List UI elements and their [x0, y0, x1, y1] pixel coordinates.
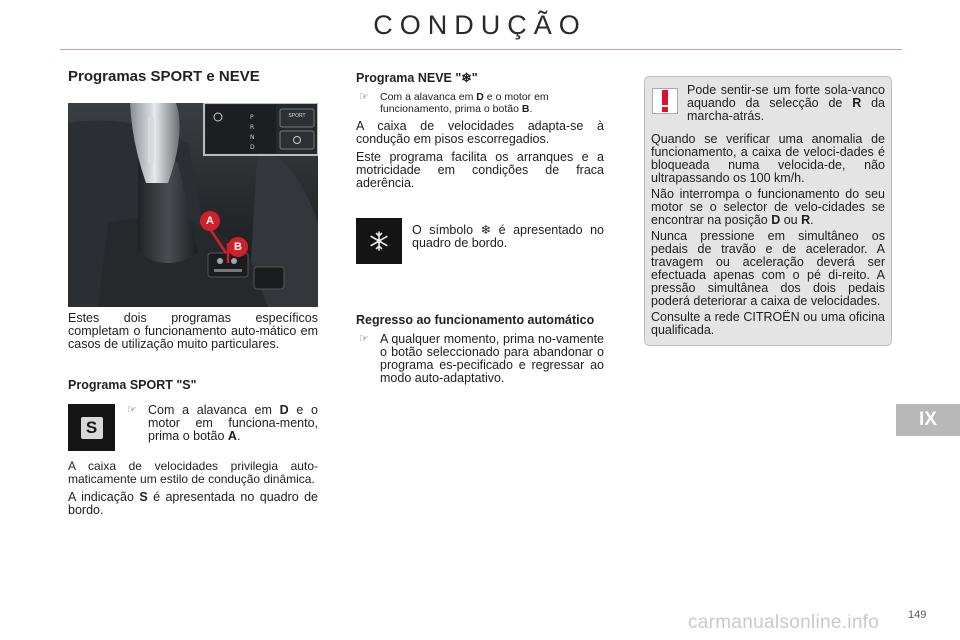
- pointing-hand-icon: ☞: [359, 91, 369, 103]
- svg-text:N: N: [250, 134, 255, 141]
- snow-symbol-text: O símbolo ❄ é apresentado no quadro de bordo.: [412, 223, 605, 250]
- sport-heading: Programa SPORT "S": [68, 378, 197, 392]
- neve-bullet: [356, 91, 604, 115]
- svg-text:R: R: [250, 124, 255, 131]
- snowflake-icon: ❄: [461, 71, 472, 85]
- gear-lever-illustration: [68, 103, 318, 307]
- exclamation-icon: [652, 88, 678, 114]
- title-divider: [60, 49, 902, 50]
- pointing-hand-icon: ☞: [359, 333, 369, 345]
- page-title: CONDUÇÃO: [373, 10, 587, 40]
- gear-selector-photo: [68, 103, 318, 307]
- sport-program-block: [68, 379, 318, 517]
- warning-paragraph-5: Consulte a rede CITROËN ou uma oficina qualificada.: [651, 310, 885, 337]
- sport-paragraph-2: A indicação S é apresentada no quadro de bordo.: [68, 490, 318, 517]
- neve-paragraph-1: A caixa de velocidades adapta-se à condução em pisos escorregadios.: [356, 119, 604, 146]
- svg-text:D: D: [250, 144, 255, 151]
- right-column: [644, 76, 892, 346]
- snowflake-icon: ❄: [480, 223, 492, 237]
- intro-paragraph: Estes dois programas específicos completam o funcionamento auto-mático em casos de utilização muito particulares.: [68, 311, 318, 351]
- sport-instruction-row: [68, 404, 318, 460]
- left-column: [68, 68, 318, 517]
- warning-header: [651, 84, 885, 130]
- middle-column: [356, 72, 604, 385]
- snowflake-icon: [368, 230, 390, 252]
- sport-button-inset-label: SPORT: [288, 113, 306, 119]
- snowflake-indicator-icon: [356, 218, 402, 264]
- sport-bullet-text: Com a alavanca em D e o motor em funciona-mento, prima o botão A.: [148, 403, 318, 443]
- sport-indicator-letter: S: [81, 417, 103, 439]
- return-bullet-text: A qualquer momento, prima no-vamente o botão seleccionado para abandonar o programa es-pecificado e regressar ao modo auto-adaptativo.: [380, 332, 604, 385]
- svg-text:P: P: [250, 114, 254, 121]
- callout-a: A: [206, 215, 214, 227]
- chapter-tab: IX: [896, 404, 960, 436]
- watermark: carmanualsonline.info: [688, 612, 880, 633]
- sport-indicator-icon: [68, 404, 115, 451]
- sport-bullet: [124, 404, 318, 443]
- neve-heading: Programa NEVE "❄": [356, 71, 478, 85]
- sport-paragraph-1: A caixa de velocidades privilegia auto-maticamente um estilo de condução dinâmica.: [68, 459, 318, 486]
- warning-box: [644, 76, 892, 346]
- page-number: 149: [908, 609, 927, 621]
- neve-paragraph-2: Este programa facilita os arranques e a motricidade em condições de fraca aderência.: [356, 150, 604, 190]
- warning-paragraph-4: Nunca pressione em simultâneo os pedais de travão e de acelerador. A travagem ou aceleração deverá ser efectuada apenas com o pé di-reito. A pressão simultânea dos dois pedais poderá deteriorar a caixa de velocidades.: [651, 229, 885, 308]
- callout-b: B: [234, 241, 242, 253]
- warning-paragraph-1: Pode sentir-se um forte sola-vanco aquando da selecção de R da marcha-atrás.: [687, 83, 885, 123]
- exclamation-mark-icon: [660, 90, 670, 112]
- pointing-hand-icon: ☞: [127, 404, 137, 416]
- return-auto-block: [356, 314, 604, 385]
- neve-bullet-text: Com a alavanca em D e o motor em funcionamento, prima o botão B.: [380, 91, 549, 115]
- return-heading: Regresso ao funcionamento automático: [356, 313, 595, 327]
- warning-paragraph-2: Quando se verificar uma anomalia de funcionamento, a caixa de veloci-dades é bloqueada numa velocida-de, não ultrapassando os 100 km/h.: [651, 132, 885, 185]
- return-bullet: [356, 333, 604, 385]
- section-heading: Programas SPORT e NEVE: [68, 68, 260, 85]
- warning-paragraph-3: Não interrompa o funcionamento do seu motor se o selector de velo-cidades se encontrar na posição D ou R.: [651, 187, 885, 227]
- snow-symbol-row: [356, 218, 604, 266]
